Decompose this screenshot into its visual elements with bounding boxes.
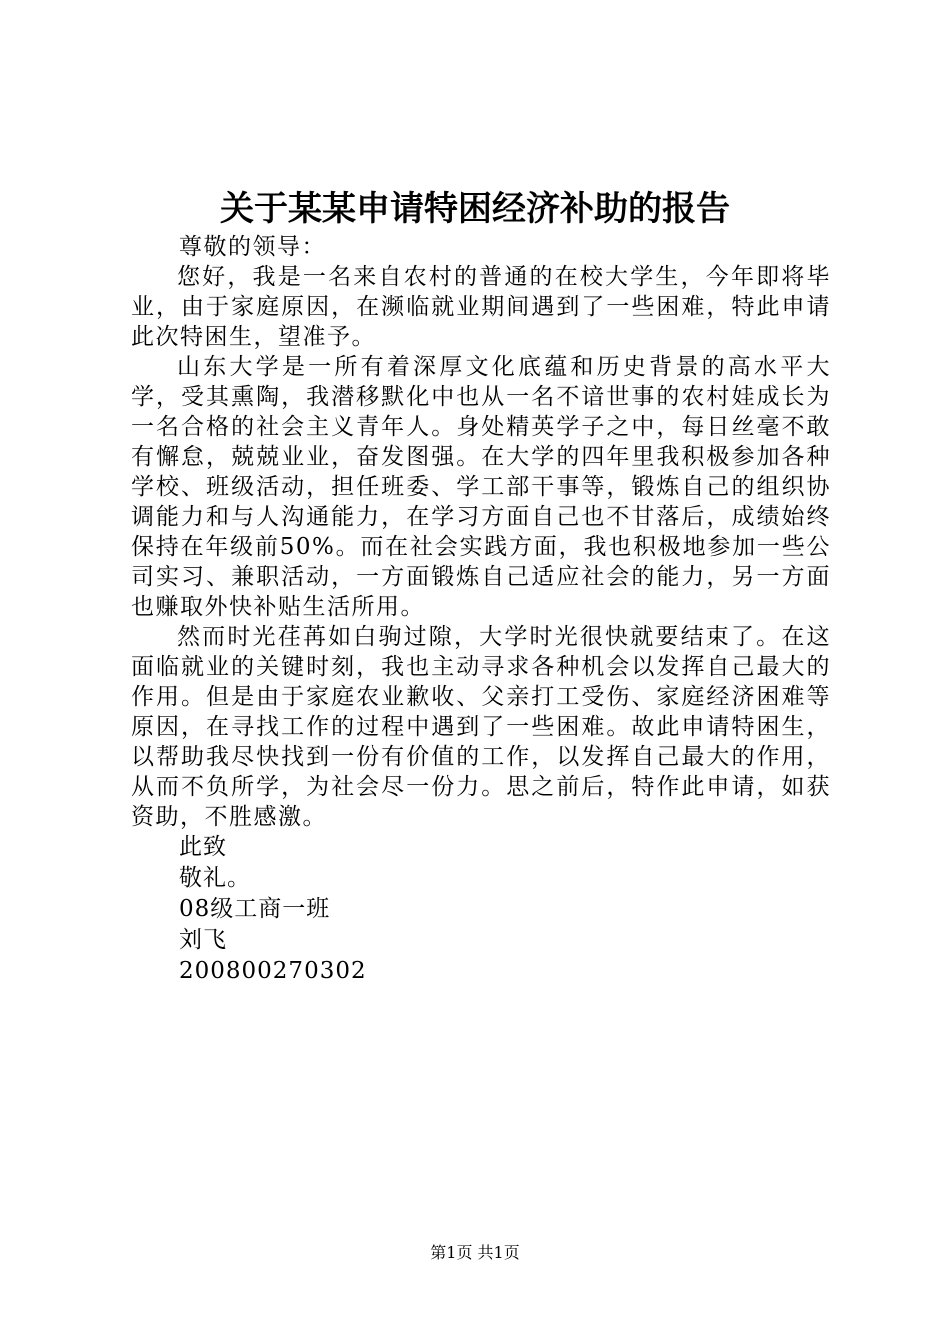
- signature-class: 08级工商一班: [179, 896, 331, 922]
- paragraph-request: 然而时光荏苒如白驹过隙，大学时光很快就要结束了。在这面临就业的关键时刻，我也主动寻求各种机会以发挥自己最大的作用。但是由于家庭农业歉收、父亲打工受伤、家庭经济困难等原因，在寻找工作的过程中遇到了一些困难。故此申请特困生，以帮助我尽快找到一份有价值的工作，以发挥自己最大的作用，从而不负所学，为社会尽一份力。思之前后，特作此申请，如获资助，不胜感激。: [131, 624, 831, 830]
- paragraph-greeting: 您好，我是一名来自农村的普通的在校大学生，今年即将毕业，由于家庭原因，在濒临就业期间遇到了一些困难，特此申请此次特困生，望准予。: [131, 264, 831, 350]
- closing-line-2: 敬礼。: [179, 865, 251, 891]
- document-body: [131, 232, 831, 987]
- closing-line-1: 此致: [179, 834, 227, 860]
- salutation: 尊敬的领导：: [179, 234, 326, 260]
- signature-student-id: 200800270302: [179, 958, 367, 984]
- paragraph-university: 山东大学是一所有着深厚文化底蕴和历史背景的高水平大学，受其熏陶，我潜移默化中也从一名不谙世事的农村娃成长为一名合格的社会主义青年人。身处精英学子之中，每日丝毫不敢有懈怠，兢兢业业，奋发图强。在大学的四年里我积极参加各种学校、班级活动，担任班委、学工部干事等，锻炼自己的组织协调能力和与人沟通能力，在学习方面自己也不甘落后，成绩始终保持在年级前50%。而在社会实践方面，我也积极地参加一些公司实习、兼职活动，一方面锻炼自己适应社会的能力，另一方面也赚取外快补贴生活所用。: [131, 354, 831, 620]
- page-footer: 第1页 共1页: [430, 1243, 520, 1262]
- document-title: 关于某某申请特困经济补助的报告: [220, 189, 730, 229]
- signature-name: 刘飞: [179, 927, 227, 953]
